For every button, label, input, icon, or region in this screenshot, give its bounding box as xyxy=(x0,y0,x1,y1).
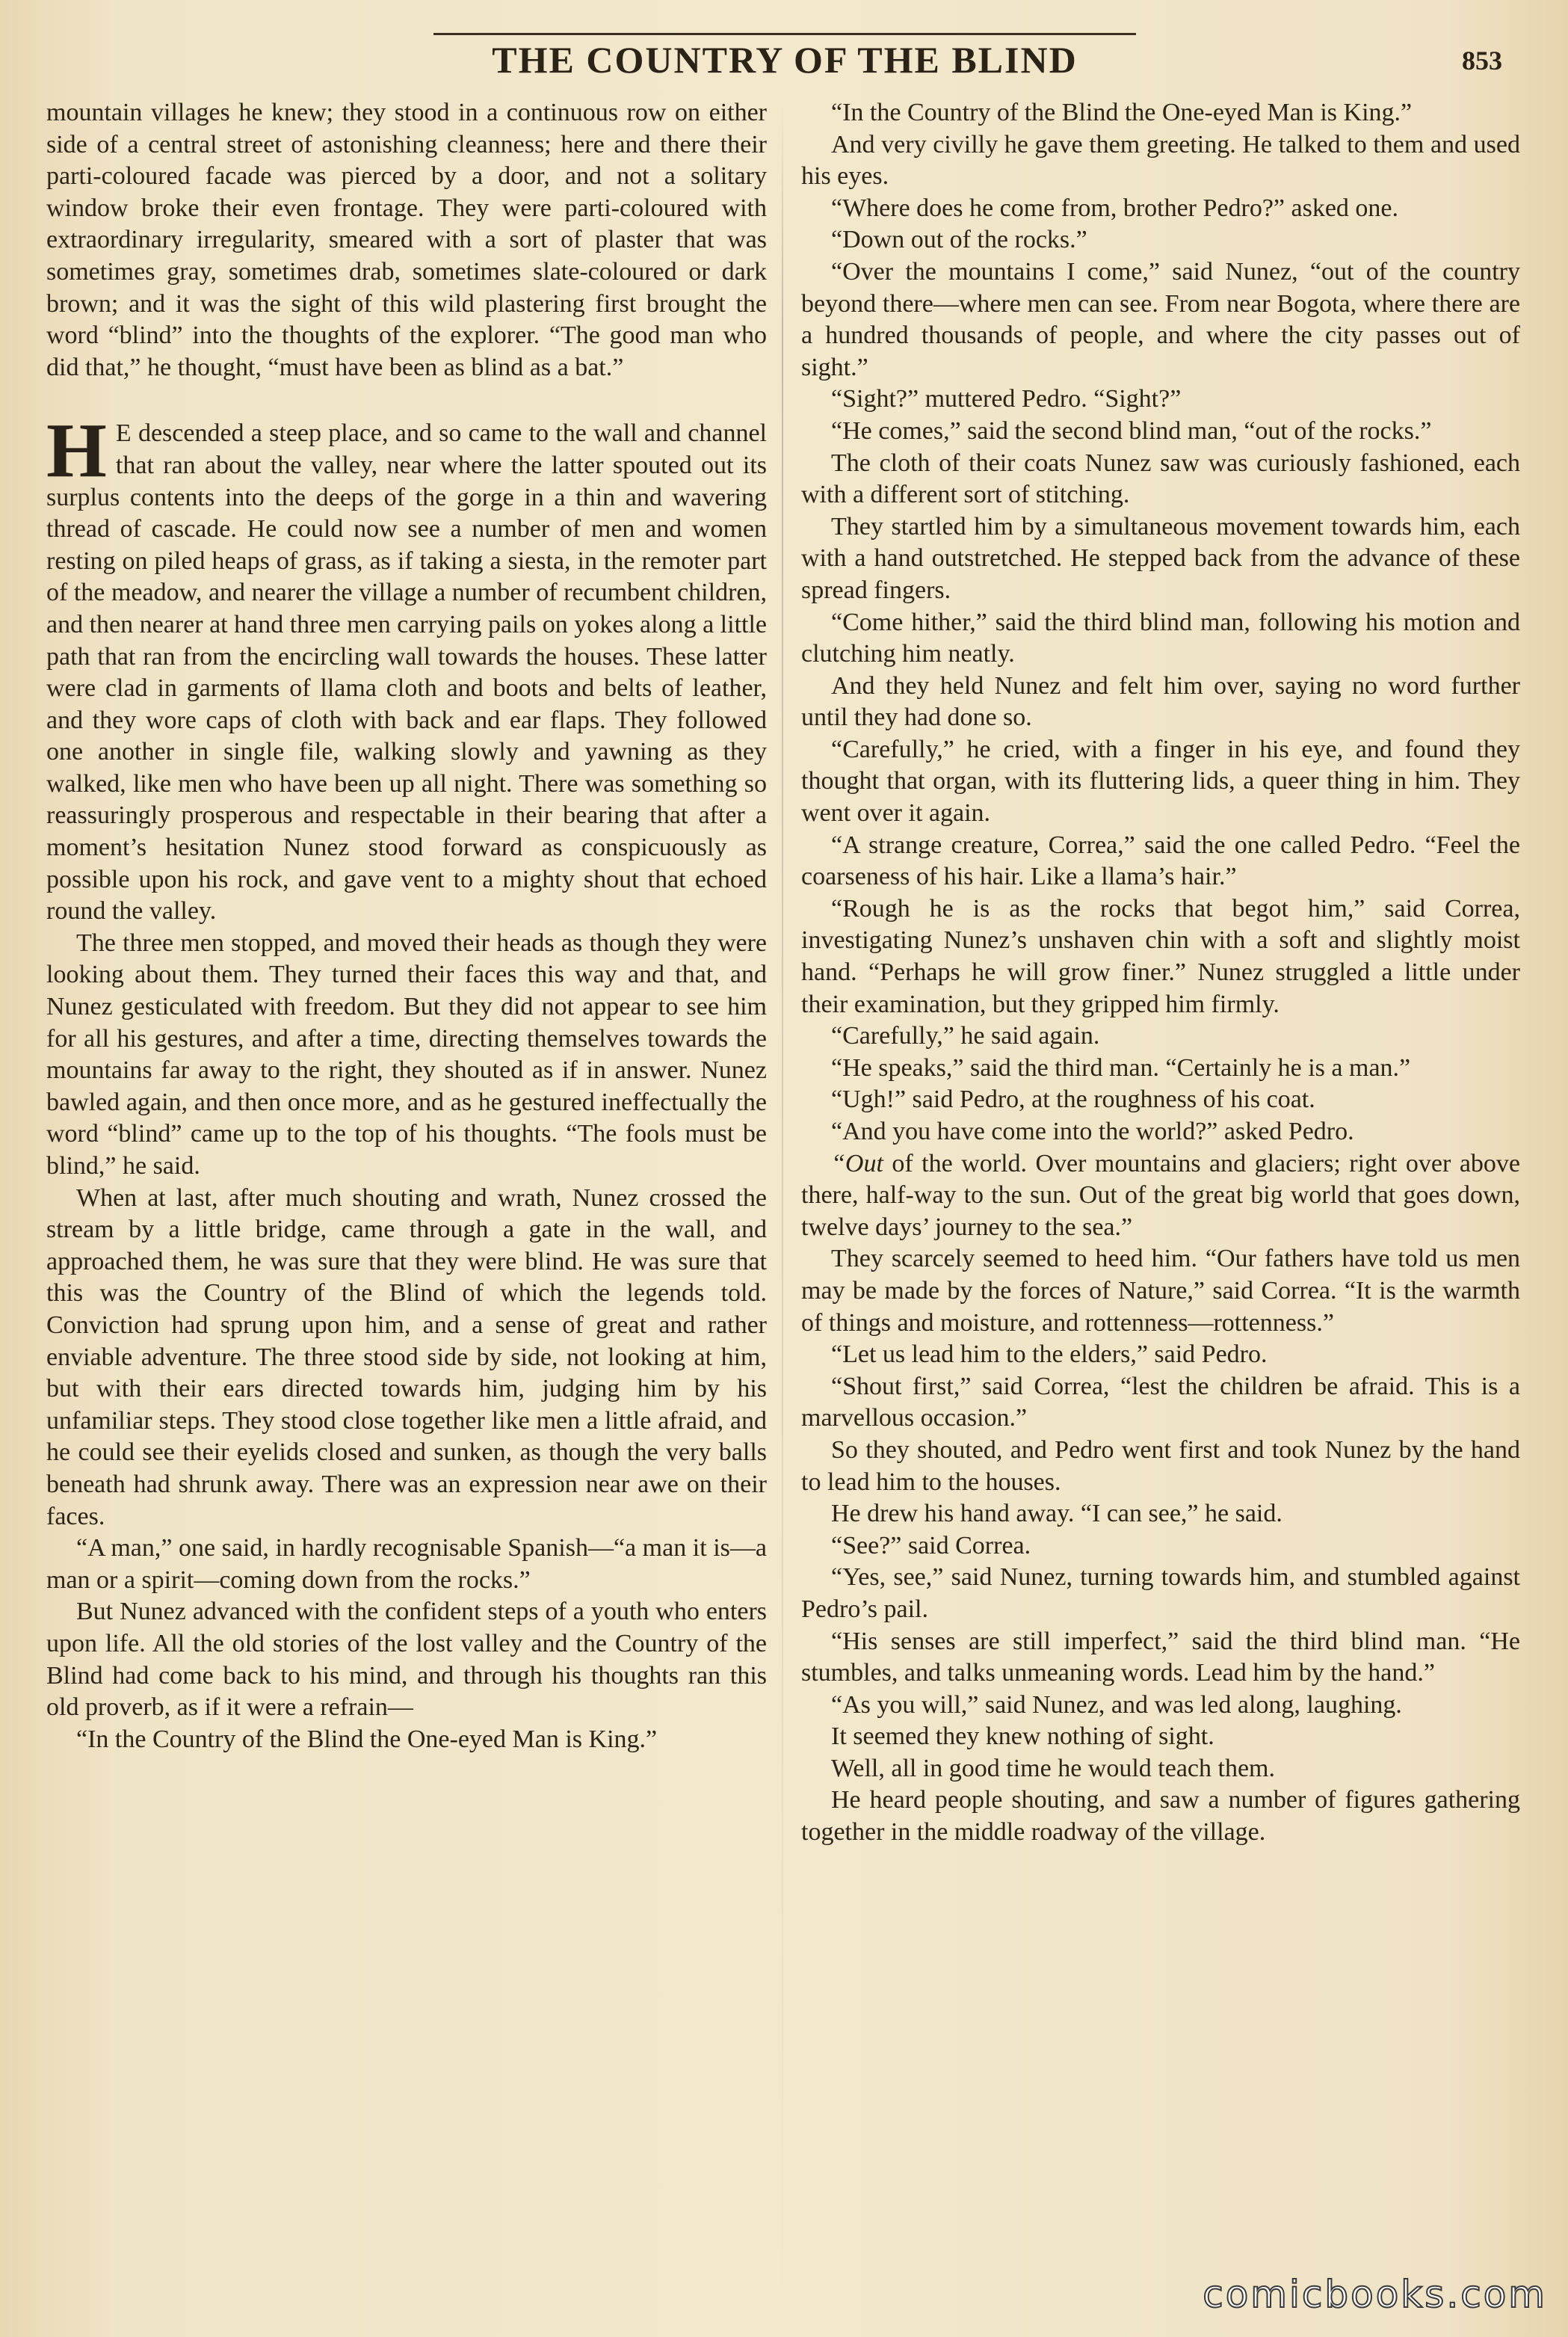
paragraph: The three men stopped, and moved their heads as though they were looking about them. They turned their faces this way and that, and Nunez gesticulated with freedom. But they did not appear to see him for all his gestures, and after a time, directing themselves towards the mountains far away to the right, they shouted as if in answer. Nunez bawled again, and then once more, and as he gestured ineffectually the word “blind” came up to the top of his thoughts. “The fools must be blind,” he said. xyxy=(46,929,767,1180)
paragraph-text: E descended a steep place, and so came to the wall and channel that ran about the valley, near where the latter spouted out its surplus contents into the deeps of the gorge in a thin and wavering thread of cascade. He could now see a number of men and women resting on piled heaps of grass, as if taking a siesta, in the remoter part of the meadow, and nearer the village a number of recumbent children, and then nearer at hand three men carrying pails on yokes along a little path that ran from the encircling wall towards the houses. These latter were clad in garments of llama cloth and boots and belts of leather, and they wore caps of cloth with back and ear flaps. They followed one another in single file, walking slowly and yawning as they walked, like men who have been up all night. There was something so reassuringly prosperous and respectable in their bearing that after a moment’s hesitation Nunez stood forward as conspicuously as possible upon his rock, and gave vent to a mighty shout that echoed round the valley. xyxy=(46,419,767,926)
paragraph: “Shout first,” said Correa, “lest the children be afraid. This is a marvellous occasion.” xyxy=(801,1372,1520,1432)
paragraph: mountain villages he knew; they stood in a continuous row on either side of a central street of astonishing cleanness; here and there their parti-coloured facade was pierced by a door, and not a solitary window broke their even frontage. They were parti-coloured with extraordinary irregularity, smeared with a sort of plaster that was sometimes gray, sometimes drab, sometimes slate-coloured or dark brown; and it was the sight of this wild plastering first brought the word “blind” into the thoughts of the explorer. “The good man who did that,” he thought, “must have been as blind as a bat.” xyxy=(46,99,767,381)
paragraph: So they shouted, and Pedro went first and took Nunez by the hand to lead him to the houses. xyxy=(801,1435,1520,1496)
paragraph: “Where does he come from, brother Pedro?” asked one. xyxy=(831,194,1399,222)
paragraph: “Rough he is as the rocks that begot him,” said Correa, investigating Nunez’s unshaven chin with a soft and slightly moist hand. “Perhaps he will grow finer.” Nunez struggled a little under their examination, but they gripped him firmly. xyxy=(801,894,1520,1018)
right-column xyxy=(801,97,1520,1849)
paragraph: They startled him by a simultaneous movement towards him, each with a hand outstretched. He stepped back from the advance of these spread fingers. xyxy=(801,512,1520,604)
paragraph: “Carefully,” he cried, with a finger in his eye, and found they thought that organ, with its fluttering lids, a queer thing in him. They went over it again. xyxy=(801,735,1520,828)
paragraph: “Let us lead him to the elders,” said Pedro. xyxy=(831,1340,1268,1369)
paragraph: He heard people shouting, and saw a number of figures gathering together in the middle roadway of the village. xyxy=(801,1786,1520,1847)
drop-cap: H xyxy=(46,407,107,494)
paragraph: “In the Country of the Blind the One-eyed Man is King.” xyxy=(831,99,1413,126)
paragraph: “His senses are still imperfect,” said the third blind man. “He stumbles, and talks unmeaning words. Lead him by the hand.” xyxy=(801,1627,1520,1687)
paragraph: “Over the mountains I come,” said Nunez, “out of the country beyond there—where men can see. From near Bogota, where there are a hundred thousands of people, and where the city passes out of sight.” xyxy=(801,257,1520,381)
paragraph: Well, all in good time he would teach them. xyxy=(831,1754,1276,1782)
paragraph: The cloth of their coats Nunez saw was curiously fashioned, each with a different sort of stitching. xyxy=(801,449,1520,509)
paragraph: “In the Country of the Blind the One-eyed Man is King.” xyxy=(76,1725,658,1753)
left-column xyxy=(46,97,767,1755)
paragraph: “Come hither,” said the third blind man, following his motion and clutching him neatly. xyxy=(801,608,1520,668)
paragraph: “He speaks,” said the third man. “Certainly he is a man.” xyxy=(831,1053,1411,1082)
section-start-paragraph xyxy=(46,407,767,928)
paragraph: “Ugh!” said Pedro, at the roughness of his coat. xyxy=(831,1086,1315,1114)
paragraph: “As you will,” said Nunez, and was led along, laughing. xyxy=(831,1690,1402,1719)
paragraph: “Yes, see,” said Nunez, turning towards him, and stumbled against Pedro’s pail. xyxy=(801,1563,1520,1623)
paragraph: “And you have come into the world?” asked Pedro. xyxy=(831,1118,1354,1145)
paragraph: And very civilly he gave them greeting. He talked to them and used his eyes. xyxy=(801,130,1520,191)
paragraph: “Down out of the rocks.” xyxy=(831,226,1087,254)
paragraph xyxy=(801,1148,1520,1244)
paragraph: And they held Nunez and felt him over, saying no word further until they had done so. xyxy=(801,671,1520,732)
paragraph: When at last, after much shouting and wrath, Nunez crossed the stream by a little bridge, came through a gate in the wall, and approached them, he was sure that they were blind. He was sure that this was the Country of the Blind of which the legends told. Conviction had sprung upon him, and a sense of great and rather enviable adventure. The three stood side by side, not looking at him, but with their ears directed towards him, judging him by his unfamiliar steps. They stood close together like men a little afraid, and he could see their eyelids closed and sunken, as though the very balls beneath had shrunk away. There was an expression near awe on their faces. xyxy=(46,1183,767,1530)
paragraph: “Carefully,” he said again. xyxy=(831,1022,1100,1050)
paragraph: “See?” said Correa. xyxy=(831,1531,1031,1559)
page-number: 853 xyxy=(1462,46,1502,76)
paragraph: They scarcely seemed to heed him. “Our fathers have told us men may be made by the forces of Nature,” said Correa. “It is the warmth of things and moisture, and rottenness—rottenness.” xyxy=(801,1245,1520,1337)
paragraph: He drew his hand away. “I can see,” he said. xyxy=(831,1500,1283,1528)
paragraph: “He comes,” said the second blind man, “out of the rocks.” xyxy=(831,416,1432,445)
italic-word: “Out xyxy=(831,1149,883,1177)
paragraph: “Sight?” muttered Pedro. “Sight?” xyxy=(831,385,1182,413)
running-header xyxy=(433,33,1136,87)
site-watermark: comicbooks.com xyxy=(1203,2273,1547,2316)
paragraph: “A strange creature, Correa,” said the one called Pedro. “Feel the coarseness of his hair. Like a llama’s hair.” xyxy=(801,831,1520,891)
paragraph: It seemed they knew nothing of sight. xyxy=(831,1722,1214,1751)
page-title: THE COUNTRY OF THE BLIND xyxy=(492,39,1078,81)
paragraph-text: of the world. Over mountains and glaciers; right over above there, half-way to the sun. Out of the great big world that goes down, twelve days’ journey to the sea.” xyxy=(801,1149,1520,1241)
paragraph: “A man,” one said, in hardly recognisable Spanish—“a man it is—a man or a spirit—coming down from the rocks.” xyxy=(46,1534,767,1594)
column-divider xyxy=(782,105,783,2318)
paragraph: But Nunez advanced with the confident steps of a youth who enters upon life. All the old stories of the lost valley and the Country of the Blind had come back to his mind, and through his thoughts ran this old proverb, as if it were a refrain— xyxy=(46,1598,767,1722)
